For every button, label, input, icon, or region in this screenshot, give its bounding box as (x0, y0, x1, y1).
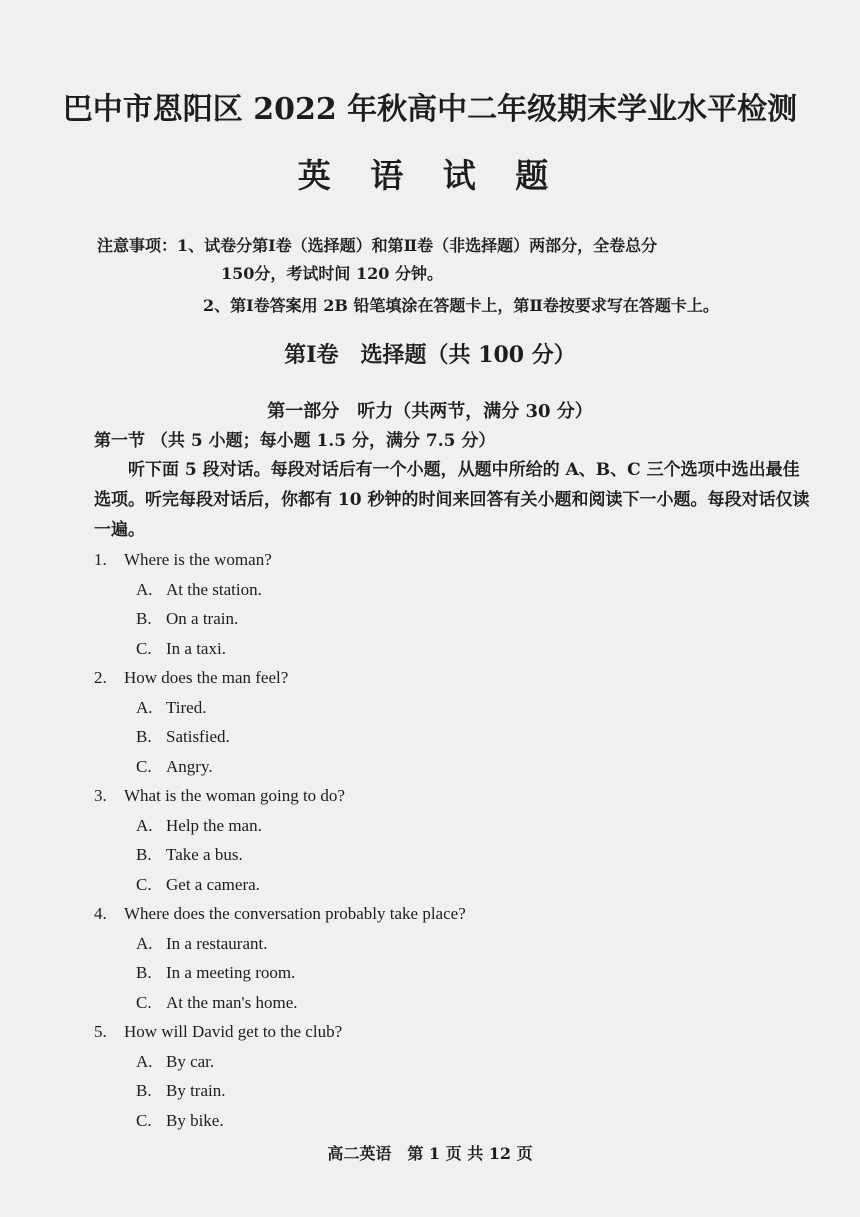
notice-block (97, 232, 817, 320)
answer-option (94, 840, 466, 870)
option-letter: B. (136, 609, 152, 628)
option-letter: C. (136, 874, 152, 894)
option-letter: A. (136, 697, 153, 717)
option-letter: A. (136, 579, 153, 599)
answer-option (94, 1106, 466, 1136)
question-text: What is the woman going to do? (124, 786, 345, 805)
option-text: At the man's home. (166, 992, 298, 1012)
option-letter: C. (136, 1110, 152, 1130)
option-letter: A. (136, 815, 153, 835)
option-text: Help the man. (166, 815, 262, 835)
answer-option (94, 693, 466, 723)
question-list (94, 545, 466, 1135)
sub-heading: 第一节 （共 5 小题；每小题 1.5 分，满分 7.5 分） (94, 431, 496, 451)
question-stem (94, 545, 466, 575)
option-text: In a taxi. (166, 638, 226, 658)
question-number: 1. (94, 550, 107, 569)
option-letter: C. (136, 992, 152, 1012)
notice-item-1: 1、试卷分第Ⅰ卷（选择题）和第Ⅱ卷（非选择题）两部分，全卷总分 (177, 236, 658, 255)
option-text: Tired. (166, 697, 207, 717)
option-letter: B. (136, 1081, 152, 1100)
exam-title: 巴中市恩阳区 2022 年秋高中二年级期末学业水平检测 (62, 92, 798, 127)
option-text: At the station. (166, 579, 262, 599)
answer-option (94, 1047, 466, 1077)
notice-item-2: 2、第Ⅰ卷答案用 2B 铅笔填涂在答题卡上，第Ⅱ卷按要求写在答题卡上。 (203, 296, 719, 315)
answer-option (94, 575, 466, 605)
answer-option (94, 634, 466, 664)
option-text: In a restaurant. (166, 933, 268, 953)
question-text: How does the man feel? (124, 668, 289, 687)
answer-option (94, 988, 466, 1018)
question-stem (94, 663, 466, 693)
section-heading: 第Ⅰ卷 选择题（共 100 分） (284, 342, 576, 368)
page-footer: 高二英语 第 1 页 共 12 页 (327, 1144, 533, 1163)
option-letter: C. (136, 756, 152, 776)
option-text: Take a bus. (166, 845, 243, 864)
option-letter: A. (136, 933, 153, 953)
question-stem (94, 1017, 466, 1047)
notice-label: 注意事项： (97, 236, 178, 255)
answer-option (94, 929, 466, 959)
question-number: 2. (94, 668, 107, 687)
option-text: Angry. (166, 756, 213, 776)
answer-option (94, 870, 466, 900)
option-letter: C. (136, 638, 152, 658)
option-text: By bike. (166, 1110, 224, 1130)
answer-option (94, 811, 466, 841)
option-text: Get a camera. (166, 874, 260, 894)
option-letter: A. (136, 1051, 153, 1071)
answer-option (94, 958, 466, 988)
question-stem (94, 899, 466, 929)
option-text: In a meeting room. (166, 963, 296, 982)
option-text: On a train. (166, 609, 239, 628)
option-letter: B. (136, 845, 152, 864)
answer-option (94, 604, 466, 634)
question-text: How will David get to the club? (124, 1022, 343, 1041)
question-number: 4. (94, 904, 107, 923)
option-text: Satisfied. (166, 727, 230, 746)
exam-subject-title: 英 语 试 题 (297, 156, 563, 195)
answer-option (94, 722, 466, 752)
option-text: By train. (166, 1081, 226, 1100)
listening-instruction: 听下面 5 段对话。每段对话后有一个小题，从题中所给的 A、B、C 三个选项中选出最佳选项。听完每段对话后，你都有 10 秒钟的时间来回答有关小题和阅读下一小题。每段对话仅读一遍。 (94, 460, 810, 540)
option-text: By car. (166, 1051, 215, 1071)
question-text: Where is the woman? (124, 550, 272, 569)
part-heading: 第一部分 听力（共两节，满分 30 分） (267, 401, 593, 422)
question-number: 3. (94, 786, 107, 805)
question-text: Where does the conversation probably take place? (124, 904, 466, 923)
notice-item-1-continued: 150分，考试时间 120 分钟。 (221, 264, 443, 283)
question-number: 5. (94, 1022, 107, 1041)
option-letter: B. (136, 727, 152, 746)
question-stem (94, 781, 466, 811)
answer-option (94, 1076, 466, 1106)
answer-option (94, 752, 466, 782)
option-letter: B. (136, 963, 152, 982)
